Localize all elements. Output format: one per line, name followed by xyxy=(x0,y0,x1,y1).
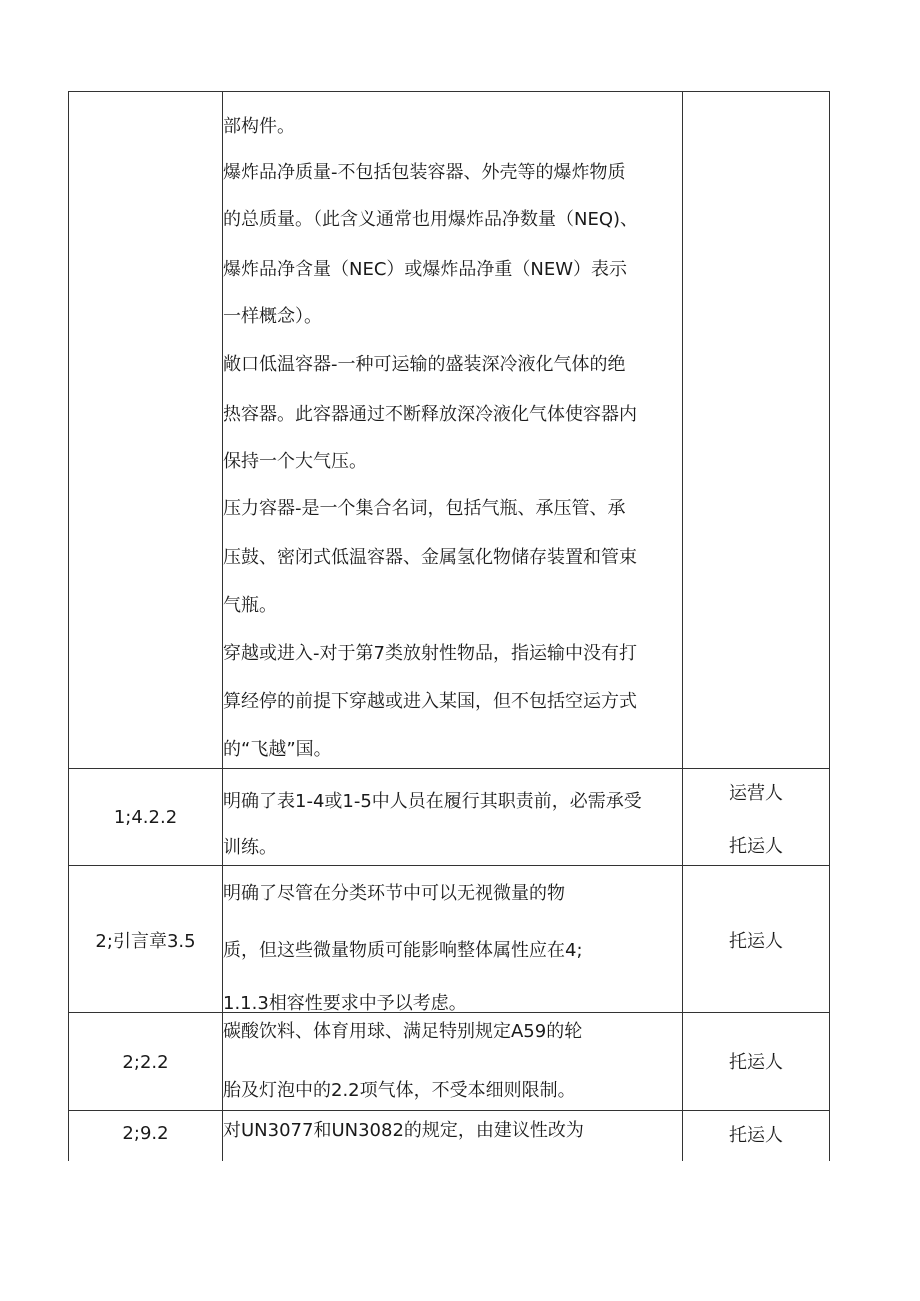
definition-line: 压力容器-是一个集合名词，包括气瓶、承压管、承 xyxy=(223,498,626,519)
table-left-border xyxy=(68,91,69,1161)
row-content-line: 明确了尽管在分类环节中可以无视微量的物 xyxy=(223,883,565,904)
row-content-line: 对UN3077和UN3082的规定，由建议性改为 xyxy=(223,1120,584,1141)
row-content-line: 胎及灯泡中的2.2项气体，不受本细则限制。 xyxy=(223,1080,576,1101)
row-reference: 2;2.2 xyxy=(122,1052,169,1073)
row-reference: 2;引言章3.5 xyxy=(95,931,196,952)
definition-line: 的“飞越”国。 xyxy=(223,739,332,760)
definition-line: 穿越或进入-对于第7类放射性物品，指运输中没有打 xyxy=(223,643,637,664)
definition-line: 气瓶。 xyxy=(223,595,277,616)
row-divider xyxy=(68,768,830,769)
column-divider xyxy=(682,91,683,1161)
definition-line: 爆炸品净质量-不包括包装容器、外壳等的爆炸物质 xyxy=(223,162,626,183)
definition-line: 保持一个大气压。 xyxy=(223,451,367,472)
definition-line: 算经停的前提下穿越或进入某国，但不包括空运方式 xyxy=(223,691,637,712)
row-content-line: 1.1.3相容性要求中予以考虑。 xyxy=(223,993,467,1014)
table-top-border xyxy=(68,91,830,92)
row-content-line: 训练。 xyxy=(223,837,277,858)
definition-line: 一样概念）。 xyxy=(223,306,322,327)
row-content-line: 碳酸饮料、体育用球、满足特别规定A59的轮 xyxy=(223,1021,583,1042)
definition-line: 压鼓、密闭式低温容器、金属氢化物储存装置和管束 xyxy=(223,547,637,568)
definition-line: 敞口低温容器-一种可运输的盛装深冷液化气体的绝 xyxy=(223,354,626,375)
definition-line: 部构件。 xyxy=(223,116,295,137)
responsible-party: 托运人 xyxy=(729,836,783,857)
definition-line: 热容器。此容器通过不断释放深冷液化气体使容器内 xyxy=(223,404,637,425)
table-right-border xyxy=(829,91,830,1161)
row-content-line: 质，但这些微量物质可能影响整体属性应在4; xyxy=(223,940,583,961)
responsible-party: 托运人 xyxy=(729,1125,783,1146)
responsible-party: 托运人 xyxy=(729,931,783,952)
row-content-line: 明确了表1-4或1-5中人员在履行其职责前，必需承受 xyxy=(223,791,642,812)
row-reference: 1;4.2.2 xyxy=(113,807,178,828)
responsible-party: 运营人 xyxy=(729,783,783,804)
row-divider xyxy=(68,865,830,866)
responsible-party: 托运人 xyxy=(729,1052,783,1073)
row-reference: 2;9.2 xyxy=(122,1123,169,1144)
definition-line: 爆炸品净含量（NEC）或爆炸品净重（NEW）表示 xyxy=(223,259,628,280)
row-divider xyxy=(68,1110,830,1111)
definition-line: 的总质量。（此含义通常也用爆炸品净数量（NEQ)、 xyxy=(223,209,639,230)
